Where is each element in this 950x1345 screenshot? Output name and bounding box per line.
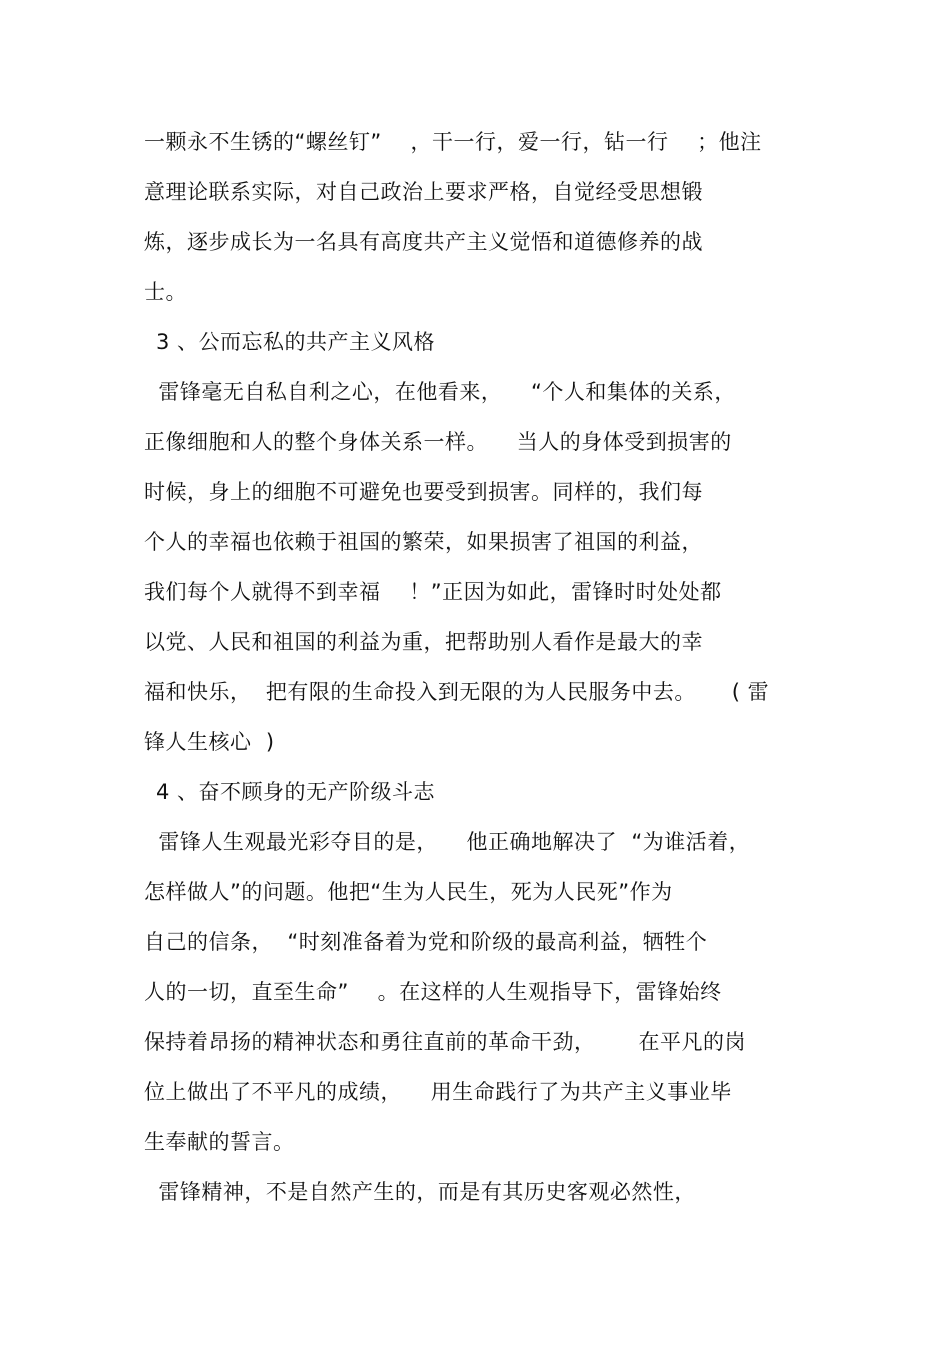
paragraph-line: 一颗永不生锈的“螺丝钉” ，干一行，爱一行，钻一行 ；他注 (144, 130, 762, 154)
paragraph-line: 时候，身上的细胞不可避免也要受到损害。同样的，我们每 (144, 480, 703, 504)
paragraph-line: 个人的幸福也依赖于祖国的繁荣，如果损害了祖国的利益， (144, 530, 703, 554)
paragraph-line: 保持着昂扬的精神状态和勇往直前的革命干劲， 在平凡的岗 (144, 1030, 747, 1054)
paragraph-line: 锋人生核心 ) (144, 730, 275, 754)
paragraph-line: 以党、人民和祖国的利益为重，把帮助别人看作是最大的幸 (144, 630, 703, 654)
paragraph-line: 意理论联系实际，对自己政治上要求严格，自觉经受思想锻 (144, 180, 703, 204)
paragraph-line: 士。 (144, 280, 187, 304)
paragraph-line: 我们每个人就得不到幸福 ！”正因为如此，雷锋时时处处都 (144, 580, 722, 604)
paragraph-line: 人的一切，直至生命” 。在这样的人生观指导下，雷锋始终 (144, 980, 722, 1004)
paragraph-line: 生奉献的誓言。 (144, 1130, 295, 1154)
paragraph-line: 自己的信条， “时刻准备着为党和阶级的最高利益，牺牲个 (144, 930, 708, 954)
paragraph-line: 位上做出了不平凡的成绩， 用生命践行了为共产主义事业毕 (144, 1080, 732, 1104)
paragraph-line: 怎样做人”的问题。他把“生为人民生，死为人民死”作为 (144, 880, 673, 904)
paragraph-line: 福和快乐， 把有限的生命投入到无限的为人民服务中去。 ( 雷 (144, 680, 770, 704)
paragraph-line: 雷锋人生观最光彩夺目的是， 他正确地解决了 “为谁活着， (144, 830, 751, 854)
paragraph-line: 炼，逐步成长为一名具有高度共产主义觉悟和道德修养的战 (144, 230, 703, 254)
section-heading: 4 、奋不顾身的无产阶级斗志 (156, 780, 436, 804)
section-heading: 3 、公而忘私的共产主义风格 (156, 330, 436, 354)
paragraph-line: 雷锋精神，不是自然产生的，而是有其历史客观必然性， (144, 1180, 696, 1204)
paragraph-line: 正像细胞和人的整个身体关系一样。 当人的身体受到损害的 (144, 430, 732, 454)
paragraph-line: 雷锋毫无自私自利之心，在他看来， “个人和集体的关系， (144, 380, 736, 404)
